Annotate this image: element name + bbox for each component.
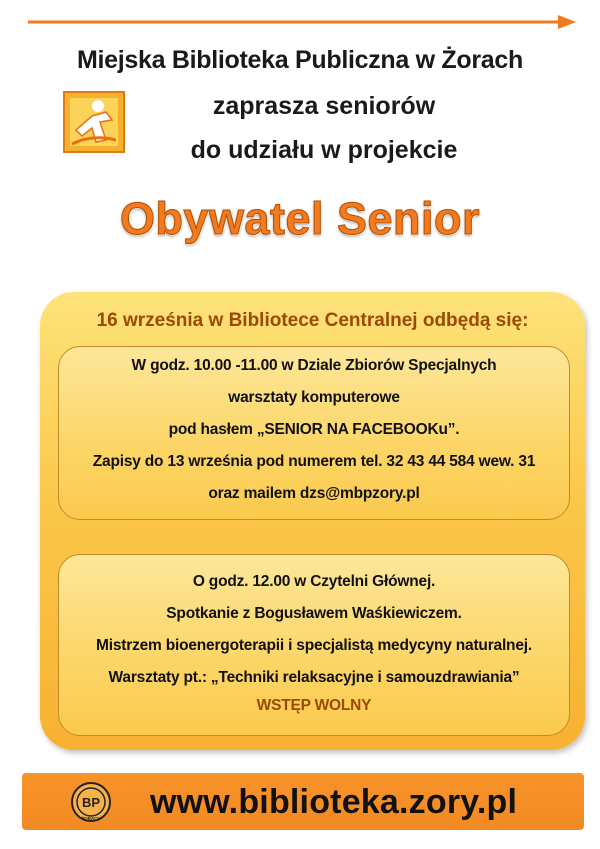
events-heading: 16 września w Bibliotece Centralnej odbędą się: (96, 310, 529, 331)
event-meeting (58, 554, 570, 736)
free-entry-label: WSTĘP WOLNY (256, 697, 372, 714)
library-logo-icon (70, 781, 112, 823)
event2-guest-title: Mistrzem bioenergoterapii i specjalistą medycyny naturalnej. (96, 637, 532, 654)
library-logo-text: BP (81, 795, 101, 810)
events-panel (40, 292, 585, 750)
library-name: Miejska Biblioteka Publiczna w Żorach (77, 46, 523, 74)
footer-bar (22, 773, 584, 830)
event2-time: O godz. 12.00 w Czytelni Głównej. (192, 573, 436, 590)
project-title: Obywatel Senior (119, 193, 481, 244)
invitation-line: zaprasza seniorów (212, 92, 436, 120)
event1-time: W godz. 10.00 -11.00 w Dziale Zbiorów Specjalnych (131, 357, 497, 374)
event2-workshop: Warsztaty pt.: „Techniki relaksacyjne i samouzdrawiania” (108, 669, 520, 686)
event-computer-workshop (58, 346, 570, 520)
event1-type: warsztaty komputerowe (228, 389, 400, 406)
event1-email: oraz mailem dzs@mbpzory.pl (208, 485, 420, 502)
project-intro-line: do udziału w projekcie (190, 136, 458, 164)
event1-registration: Zapisy do 13 września pod numerem tel. 32 43 44 584 wew. 31 (92, 453, 536, 470)
website-link[interactable]: www.biblioteka.zory.pl (150, 783, 518, 821)
event1-slogan: pod hasłem „SENIOR NA FACEBOOKu”. (168, 421, 460, 438)
library-logo-caption: ŻORACH (81, 816, 101, 821)
arrow-decoration (28, 14, 576, 30)
event2-guest: Spotkanie z Bogusławem Waśkiewiczem. (166, 605, 462, 622)
